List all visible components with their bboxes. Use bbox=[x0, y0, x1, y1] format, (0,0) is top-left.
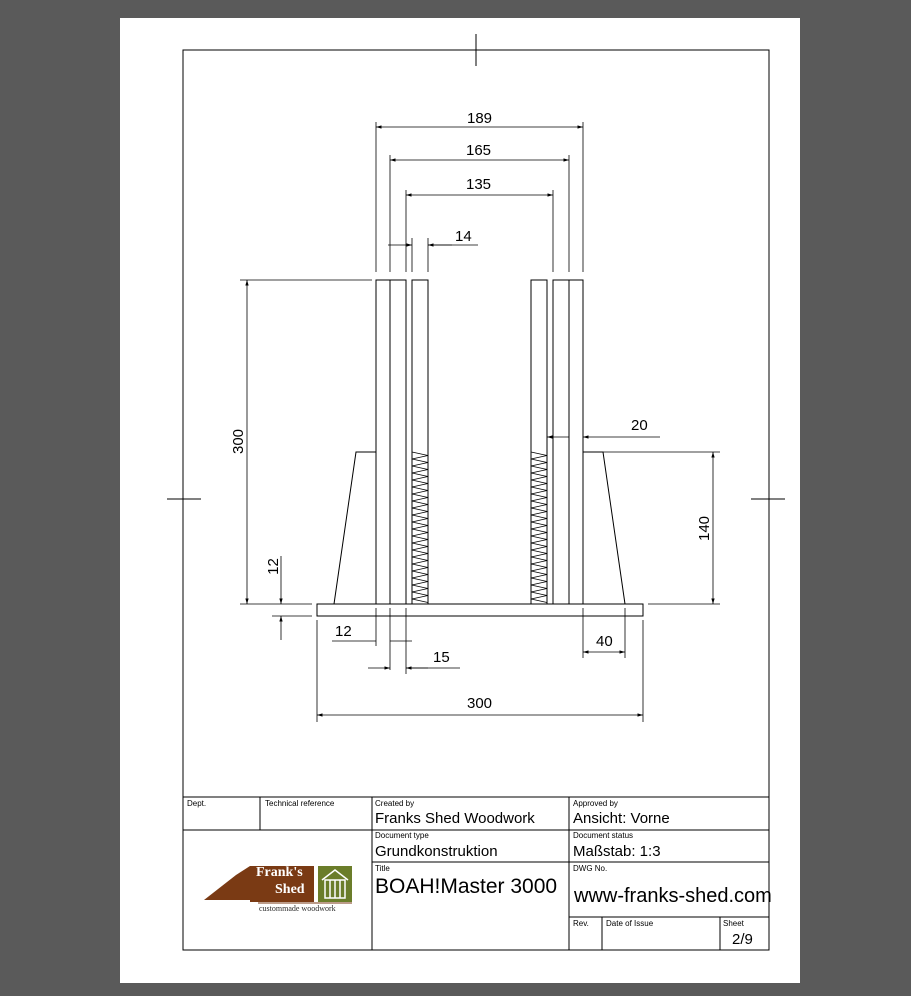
document-status-value: Maßstab: 1:3 bbox=[573, 843, 661, 860]
created-by-label: Created by bbox=[375, 799, 415, 808]
created-by-value: Franks Shed Woodwork bbox=[375, 810, 535, 827]
logo-text-line1: Frank's bbox=[256, 865, 303, 880]
document-status-label: Document status bbox=[573, 831, 634, 840]
dim-300-horizontal: 300 bbox=[467, 695, 493, 712]
side-braces bbox=[334, 452, 625, 604]
technical-drawing bbox=[120, 18, 800, 983]
dim-165: 165 bbox=[466, 142, 492, 159]
dim-12-horizontal: 12 bbox=[335, 623, 352, 640]
center-marks bbox=[167, 34, 785, 499]
approved-by-label: Approved by bbox=[573, 799, 618, 808]
rev-label: Rev. bbox=[573, 919, 589, 928]
title-label: Title bbox=[375, 864, 390, 873]
base-plate bbox=[317, 604, 643, 616]
logo-text-line2: Shed bbox=[275, 882, 305, 897]
date-of-issue-label: Date of Issue bbox=[606, 919, 654, 928]
dept-label: Dept. bbox=[187, 799, 207, 808]
threaded-rod-right bbox=[531, 452, 547, 603]
title-value: BOAH!Master 3000 bbox=[375, 875, 558, 898]
dim-135: 135 bbox=[466, 176, 492, 193]
dim-140: 140 bbox=[696, 515, 714, 542]
drawing-sheet bbox=[120, 18, 800, 983]
dwg-value: www-franks-shed.com bbox=[574, 885, 772, 907]
approved-by-value: Ansicht: Vorne bbox=[573, 810, 670, 827]
dim-15: 15 bbox=[433, 649, 450, 666]
dim-40: 40 bbox=[596, 633, 613, 650]
dwg-label: DWG No. bbox=[573, 864, 608, 873]
technical-reference-label: Technical reference bbox=[265, 799, 335, 808]
dim-14: 14 bbox=[455, 228, 472, 245]
document-type-value: Grundkonstruktion bbox=[375, 843, 498, 860]
document-type-label: Document type bbox=[375, 831, 429, 840]
logo-tagline: custommade woodwork bbox=[259, 904, 336, 913]
dimension-lines bbox=[240, 122, 720, 722]
sheet-value: 2/9 bbox=[732, 931, 753, 948]
dim-189: 189 bbox=[467, 110, 493, 127]
dim-300-vertical: 300 bbox=[230, 428, 248, 455]
threaded-rod-left bbox=[412, 452, 428, 603]
dim-20: 20 bbox=[631, 417, 648, 434]
dim-12-vertical: 12 bbox=[264, 558, 282, 575]
sheet-label: Sheet bbox=[723, 919, 744, 928]
